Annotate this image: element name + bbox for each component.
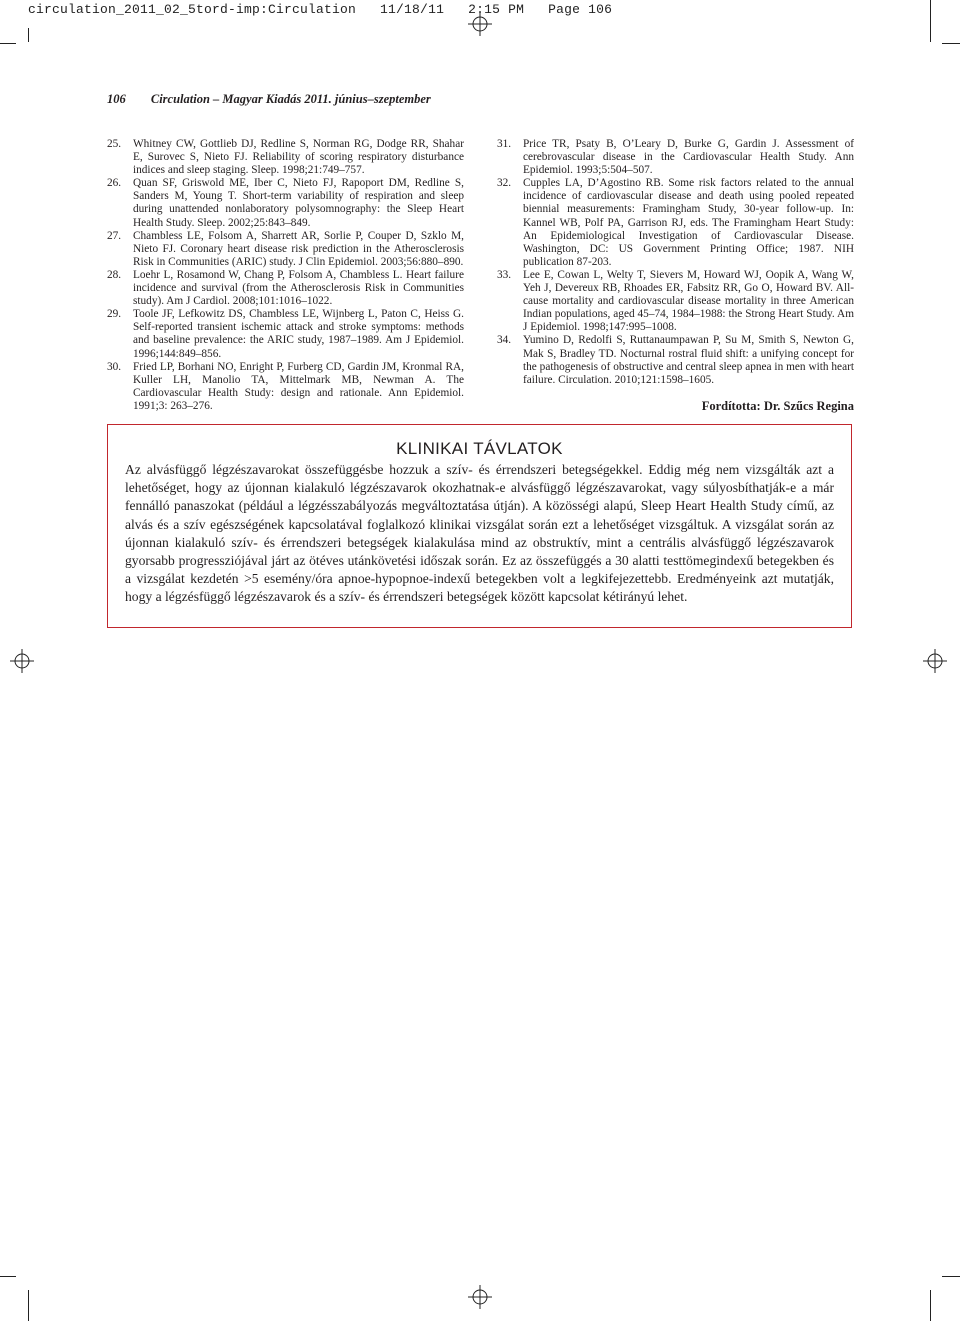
references-right-column — [497, 138, 854, 413]
translator-credit: Fordította: Dr. Szűcs Regina — [701, 398, 854, 413]
clinical-box-text: Az alvásfüggő légzészavarokat összefüggésbe hozzuk a szív- és érrendszeri betegségekkel. Eddig még nem vizsgálták azt a lehetőséget, hogy az újonnan kialakuló légzészavarok okozhatnak-e alvásfüggő légzészavarokat, vagy súlyosbíthatják-e a már fennálló panaszokat (például a légzésszabályozás megváltoztatása útján). A közösségi alapú, Sleep Heart Health Study című, az alvás és a szív egészségének kapcsolatával foglalkozó klinikai vizsgálat során ezt a lehetőséget vizsgáltuk. A vizsgálat során az újonnan kialakuló szív- és érrendszeri betegségek kialakulása mind az obstruktív, mint a centrális alvásfüggő légzészavarok gyorsabb progressziójával járt az ötéves utánkövetési időszak során. Ez az összefüggés a 30 alatti testtömegindexű betegekben és a vizsgálat kezdetén >5 esemény/óra apnoe-hypopnoe-indexű betegekben volt a legkifejezettebb. Eredményeink azt mutatják, hogy a légzésfüggő légzészavarok és a szív- és érrendszeri betegségek között kapcsolat kétirányú lehet. — [125, 462, 834, 605]
crop-mark-top-right-h — [942, 43, 960, 44]
journal-title: Circulation – Magyar Kiadás 2011. június–szeptember — [150, 92, 431, 106]
reference-number: 25. — [107, 138, 122, 150]
reference-number: 29. — [107, 308, 122, 321]
registration-mark-top-icon — [468, 12, 492, 36]
running-head — [107, 92, 431, 107]
printer-slug: circulation_2011_02_5tord-imp:Circulation 11/18/11 2:15 PM Page 106 — [28, 2, 613, 17]
references-left-column — [107, 138, 464, 413]
reference-number: 27. — [107, 229, 122, 242]
reference-item — [497, 334, 854, 386]
crop-mark-top-left-v — [28, 28, 29, 42]
reference-text: Cupples LA, D’Agostino RB. Some risk factors related to the annual incidence of cardiovascular disease and death using pooled repeated biennial measurements: Framingham Study, 30-year follow-up. In: Kannel WB, Polf PA, Garrison RJ, eds. The Framingham Heart Study: An Epidemiological Investigation of Cardiovascular Disease. Washington, DC: US Government Printing Office; 1987. NIH publication 87-203. — [523, 177, 854, 268]
reference-number: 32. — [497, 177, 512, 190]
reference-number: 34. — [497, 334, 512, 347]
reference-text: Yumino D, Redolfi S, Ruttanaumpawan P, Su M, Smith S, Newton G, Mak S, Bradley TD. Nocturnal rostral fluid shift: a unifying concept for the pathogenesis of obstructive and central sleep apnea in men with heart failure. Circulation. 2010;121:1598–1605. — [523, 334, 854, 386]
reference-text: Price TR, Psaty B, O’Leary D, Burke G, Gardin J. Assessment of cerebrovascular disease in the Cardiovascular Health Study. Ann Epidemiol. 1993;5:504–507. — [523, 138, 854, 177]
reference-item — [107, 361, 464, 413]
reference-text: Chambless LE, Folsom A, Sharrett AR, Sorlie P, Couper D, Szklo M, Nieto FJ. Coronary heart disease risk prediction in the Atherosclerosis Risk in Communities (ARIC) study. J Clin Epidemiol. 2003;56:880–890. — [133, 229, 464, 268]
crop-mark-bottom-left-h — [0, 1276, 16, 1277]
reference-item — [497, 138, 854, 177]
clinical-perspectives-box — [107, 424, 852, 628]
reference-item — [107, 269, 464, 308]
registration-mark-right-icon — [923, 649, 947, 673]
reference-item — [107, 230, 464, 269]
clinical-box-title: KLINIKAI TÁVLATOK — [396, 439, 563, 458]
reference-text: Toole JF, Lefkowitz DS, Chambless LE, Wijnberg L, Paton C, Heiss G. Self-reported transient ischemic attack and stroke symptoms: methods and baseline prevalence: the ARIC study, 1987–1989. Am J Epidemiol. 1996;144:849–856. — [133, 308, 464, 360]
reference-number: 30. — [107, 360, 122, 373]
registration-mark-left-icon — [10, 649, 34, 673]
reference-item — [107, 138, 464, 177]
reference-text: Loehr L, Rosamond W, Chang P, Folsom A, Chambless L. Heart failure incidence and survival (from the Atherosclerosis Risk in Communities study). Am J Cardiol. 2008;101:1016–1022. — [133, 268, 464, 308]
reference-number: 28. — [107, 268, 122, 281]
reference-number: 26. — [107, 177, 122, 190]
reference-item — [497, 177, 854, 269]
reference-text: Fried LP, Borhani NO, Enright P, Furberg CD, Gardin JM, Kronmal RA, Kuller LH, Manolio TA, Mittelmark MB, Newman A. The Cardiovascular Health Study: design and rationale. Ann Epidemiol. 1991;3: 263–276. — [133, 360, 464, 412]
crop-mark-bottom-right-h — [942, 1276, 960, 1277]
crop-mark-top-left-h — [0, 43, 16, 44]
registration-mark-bottom-icon — [468, 1285, 492, 1309]
reference-number: 33. — [497, 268, 512, 281]
crop-mark-bottom-right-v — [930, 1290, 931, 1321]
reference-number: 31. — [497, 138, 512, 150]
reference-item — [107, 177, 464, 229]
reference-text: Lee E, Cowan L, Welty T, Sievers M, Howard WJ, Oopik A, Wang W, Yeh J, Devereux RB, Rhoades ER, Fabsitz RR, Go O, Howard BV. All-cause mortality and cardiovascular disease mortality in three American Indian populations, aged 45–74, 1984–1988: the Strong Heart Study. Am J Epidemiol. 1998;147:995–1008. — [523, 268, 854, 334]
reference-item — [497, 269, 854, 334]
reference-text: Whitney CW, Gottlieb DJ, Redline S, Norman RG, Dodge RR, Shahar E, Surovec S, Nieto FJ. Reliability of scoring respiratory disturbance indices and sleep staging. Sleep. 1998;21:749–757. — [133, 138, 464, 177]
crop-mark-top-right-v — [930, 0, 931, 42]
reference-item — [107, 308, 464, 360]
reference-text: Quan SF, Griswold ME, Iber C, Nieto FJ, Rapoport DM, Redline S, Sanders M, Young T. Short-term variability of respiration and sleep during unattended nonlaboratory polysomnography: the Sleep Heart Health Study. Sleep. 2002;25:843–849. — [133, 177, 464, 229]
crop-mark-bottom-left-v — [28, 1290, 29, 1321]
page-number: 106 — [107, 92, 126, 106]
